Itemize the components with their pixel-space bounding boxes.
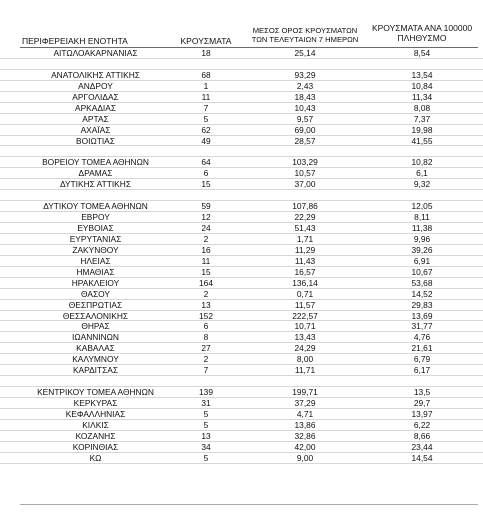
table-row bbox=[0, 289, 483, 300]
table-row bbox=[0, 354, 483, 365]
average-cell: 136,14 bbox=[292, 277, 318, 288]
average-cell: 13,86 bbox=[294, 419, 316, 430]
region-cell: ΖΑΚΥΝΘΟΥ bbox=[72, 244, 119, 255]
region-cell: ΒΟΙΩΤΙΑΣ bbox=[76, 135, 115, 146]
per-100000-cell: 13,5 bbox=[413, 387, 431, 398]
average-cell: 10,71 bbox=[294, 321, 316, 332]
per-100000-cell: 7,37 bbox=[413, 113, 431, 124]
cases-cell: 11 bbox=[201, 91, 211, 102]
average-cell: 24,29 bbox=[294, 343, 316, 354]
region-cell: ΚΙΛΚΙΣ bbox=[82, 419, 109, 430]
per-100000-cell: 13,97 bbox=[411, 408, 433, 419]
per-100000-cell: 6,22 bbox=[413, 419, 431, 430]
region-cell: ΑΧΑΪΑΣ bbox=[80, 124, 111, 135]
table-header bbox=[0, 0, 483, 48]
average-cell: 18,43 bbox=[294, 91, 316, 102]
table-row bbox=[0, 201, 483, 212]
region-cell: ΑΙΤΩΛΟΑΚΑΡΝΑΝΙΑΣ bbox=[53, 48, 138, 58]
table-row bbox=[0, 234, 483, 245]
region-cell: ΕΥΡΥΤΑΝΙΑΣ bbox=[69, 233, 122, 244]
average-cell: 9,00 bbox=[296, 452, 314, 463]
cases-cell: 34 bbox=[201, 441, 211, 452]
per-100000-cell: 41,55 bbox=[411, 135, 433, 146]
average-cell: 13,43 bbox=[294, 332, 316, 343]
average-cell: 22,29 bbox=[294, 212, 316, 223]
region-cell: ΒΟΡΕΙΟΥ ΤΟΜΕΑ ΑΘΗΝΩΝ bbox=[42, 157, 149, 168]
per-100000-cell: 10,84 bbox=[411, 80, 433, 91]
table-row bbox=[0, 278, 483, 289]
cases-cell: 5 bbox=[203, 452, 209, 463]
region-cell: ΚΕΡΚΥΡΑΣ bbox=[73, 398, 118, 408]
region-cell: ΕΒΡΟΥ bbox=[81, 212, 110, 223]
table-row bbox=[0, 300, 483, 311]
per-100000-cell: 9,32 bbox=[413, 179, 431, 190]
cases-cell: 16 bbox=[201, 244, 211, 255]
per-100000-cell: 29,7 bbox=[413, 398, 431, 408]
per-100000-cell: 39,26 bbox=[411, 244, 433, 255]
per-100000-cell: 8,54 bbox=[413, 48, 431, 58]
table-row bbox=[0, 453, 483, 464]
average-cell: 42,00 bbox=[294, 441, 316, 452]
average-cell: 2,43 bbox=[296, 80, 314, 91]
per-100000-cell: 6,1 bbox=[416, 168, 428, 179]
region-cell: ΚΑΒΑΛΑΣ bbox=[76, 343, 115, 354]
table-row bbox=[0, 409, 483, 420]
table-row bbox=[0, 179, 483, 190]
region-cell: ΔΥΤΙΚΗΣ ΑΤΤΙΚΗΣ bbox=[59, 179, 131, 190]
region-cell: ΗΛΕΙΑΣ bbox=[80, 255, 111, 266]
header-avg-line2: ΤΩΝ ΤΕΛΕΥΤΑΙΩΝ 7 ΗΜΕΡΩΝ bbox=[251, 35, 359, 44]
cases-cell: 5 bbox=[203, 408, 209, 419]
per-100000-cell: 31,77 bbox=[411, 321, 433, 332]
region-cell: ΗΜΑΘΙΑΣ bbox=[76, 266, 115, 277]
cases-cell: 6 bbox=[203, 168, 209, 179]
table-row bbox=[0, 420, 483, 431]
average-cell: 10,57 bbox=[294, 168, 316, 179]
cases-cell: 8 bbox=[203, 332, 209, 343]
region-cell: ΑΝΑΤΟΛΙΚΗΣ ΑΤΤΙΚΗΣ bbox=[51, 69, 140, 80]
cases-cell: 13 bbox=[201, 299, 211, 310]
cases-cell: 68 bbox=[201, 69, 211, 80]
cases-cell: 62 bbox=[201, 124, 211, 135]
header-cases: ΚΡΟΥΣΜΑΤΑ bbox=[180, 36, 232, 46]
table-row bbox=[0, 70, 483, 81]
region-cell: ΘΗΡΑΣ bbox=[81, 321, 110, 332]
average-cell: 11,29 bbox=[294, 244, 316, 255]
average-cell: 9,57 bbox=[296, 113, 314, 124]
header-region: ΠΕΡΙΦΕΡΕΙΑΚΗ ΕΝΟΤΗΤΑ bbox=[22, 36, 128, 46]
table-row bbox=[0, 92, 483, 103]
table-row bbox=[0, 442, 483, 453]
region-cell: ΘΑΣΟΥ bbox=[81, 288, 110, 299]
per-100000-cell: 29,83 bbox=[411, 299, 433, 310]
table-row bbox=[0, 256, 483, 267]
cases-cell: 5 bbox=[203, 113, 209, 124]
average-cell: 4,71 bbox=[296, 408, 314, 419]
average-cell: 93,29 bbox=[294, 69, 316, 80]
average-cell: 11,57 bbox=[294, 299, 316, 310]
average-cell: 25,14 bbox=[294, 48, 316, 58]
cases-cell: 13 bbox=[201, 430, 211, 441]
per-100000-cell: 19,98 bbox=[411, 124, 433, 135]
cases-cell: 15 bbox=[201, 266, 211, 277]
average-cell: 0,71 bbox=[296, 288, 314, 299]
cases-cell: 11 bbox=[201, 255, 211, 266]
header-seven-day-average bbox=[248, 26, 362, 44]
cases-table-body bbox=[0, 48, 483, 464]
table-row bbox=[0, 103, 483, 114]
cases-cell: 5 bbox=[203, 419, 209, 430]
table-row bbox=[0, 398, 483, 409]
region-cell: ΚΟΡΙΝΘΙΑΣ bbox=[72, 441, 119, 452]
table-row bbox=[0, 431, 483, 442]
average-cell: 37,00 bbox=[294, 179, 316, 190]
table-row bbox=[0, 136, 483, 147]
cases-cell: 6 bbox=[203, 321, 209, 332]
average-cell: 8,00 bbox=[296, 354, 314, 365]
table-row bbox=[0, 267, 483, 278]
cases-cell: 164 bbox=[199, 277, 213, 288]
region-cell: ΑΡΤΑΣ bbox=[82, 113, 109, 124]
cases-cell: 24 bbox=[201, 223, 211, 233]
cases-cell: 152 bbox=[199, 310, 213, 321]
region-cell: ΔΡΑΜΑΣ bbox=[78, 168, 113, 179]
cases-cell: 2 bbox=[203, 233, 209, 244]
table-spacer-row bbox=[0, 146, 483, 157]
average-cell: 199,71 bbox=[292, 387, 318, 398]
per-100000-cell: 8,11 bbox=[414, 212, 430, 223]
region-cell: ΚΕΝΤΡΙΚΟΥ ΤΟΜΕΑ ΑΘΗΝΩΝ bbox=[37, 387, 154, 398]
average-cell: 11,71 bbox=[294, 365, 316, 376]
region-cell: ΑΡΚΑΔΙΑΣ bbox=[74, 102, 117, 113]
per-100000-cell: 6,17 bbox=[413, 365, 431, 376]
region-cell: ΙΩΑΝΝΙΝΩΝ bbox=[72, 332, 119, 343]
region-cell: ΚΑΡΔΙΤΣΑΣ bbox=[72, 365, 119, 376]
cases-cell: 49 bbox=[201, 135, 211, 146]
cases-cell: 59 bbox=[201, 201, 211, 212]
per-100000-cell: 13,54 bbox=[411, 69, 433, 80]
per-100000-cell: 6,79 bbox=[413, 354, 431, 365]
cases-cell: 27 bbox=[201, 343, 211, 354]
per-100000-cell: 8,66 bbox=[413, 430, 431, 441]
average-cell: 37,29 bbox=[294, 398, 316, 408]
table-row bbox=[0, 157, 483, 168]
header-cases-per-100000 bbox=[368, 23, 476, 43]
cases-cell: 18 bbox=[201, 48, 211, 58]
cases-cell: 31 bbox=[201, 398, 211, 408]
per-100000-cell: 6,91 bbox=[413, 255, 431, 266]
region-cell: ΗΡΑΚΛΕΙΟΥ bbox=[71, 277, 120, 288]
average-cell: 28,57 bbox=[294, 135, 316, 146]
per-100000-cell: 10,67 bbox=[411, 266, 433, 277]
average-cell: 222,57 bbox=[292, 310, 318, 321]
region-cell: ΑΡΓΟΛΙΔΑΣ bbox=[72, 91, 119, 102]
per-100000-cell: 4,76 bbox=[413, 332, 431, 343]
cases-cell: 1 bbox=[203, 80, 209, 91]
table-spacer-row bbox=[0, 376, 483, 387]
table-row bbox=[0, 245, 483, 256]
region-cell: ΚΩ bbox=[89, 452, 102, 463]
table-row bbox=[0, 125, 483, 136]
average-cell: 69,00 bbox=[294, 124, 316, 135]
table-row bbox=[0, 212, 483, 223]
region-cell: ΔΥΤΙΚΟΥ ΤΟΜΕΑ ΑΘΗΝΩΝ bbox=[43, 201, 148, 212]
table-row bbox=[0, 332, 483, 343]
header-per-line2: ΠΛΗΘΥΣΜΟ bbox=[397, 33, 447, 43]
cases-cell: 139 bbox=[199, 387, 213, 398]
cases-cell: 64 bbox=[201, 157, 211, 168]
region-cell: ΘΕΣΠΡΩΤΙΑΣ bbox=[68, 299, 123, 310]
header-per-line1: ΚΡΟΥΣΜΑΤΑ ΑΝΑ 100000 bbox=[371, 23, 473, 33]
average-cell: 32,86 bbox=[294, 430, 316, 441]
cases-cell: 12 bbox=[201, 212, 211, 223]
per-100000-cell: 12,05 bbox=[411, 201, 433, 212]
table-row bbox=[0, 343, 483, 354]
region-cell: ΕΥΒΟΙΑΣ bbox=[77, 223, 114, 233]
average-cell: 1,71 bbox=[296, 233, 314, 244]
per-100000-cell: 10,82 bbox=[411, 157, 433, 168]
cases-cell: 7 bbox=[203, 102, 209, 113]
per-100000-cell: 21,61 bbox=[411, 343, 433, 354]
table-row bbox=[0, 321, 483, 332]
table-row bbox=[0, 48, 483, 59]
average-cell: 10,43 bbox=[294, 102, 316, 113]
per-100000-cell: 11,38 bbox=[411, 223, 433, 233]
table-row bbox=[0, 223, 483, 234]
header-avg-line1: ΜΕΣΟΣ ΟΡΟΣ ΚΡΟΥΣΜΑΤΩΝ bbox=[252, 26, 358, 35]
cases-cell: 7 bbox=[203, 365, 209, 376]
cases-cell: 2 bbox=[203, 354, 209, 365]
table-row bbox=[0, 387, 483, 398]
per-100000-cell: 14,54 bbox=[411, 452, 433, 463]
per-100000-cell: 53,68 bbox=[411, 277, 433, 288]
average-cell: 103,29 bbox=[292, 157, 318, 168]
average-cell: 51,43 bbox=[294, 223, 316, 233]
per-100000-cell: 23,44 bbox=[411, 441, 433, 452]
table-spacer-row bbox=[0, 190, 483, 201]
per-100000-cell: 11,34 bbox=[411, 91, 433, 102]
table-bottom-border bbox=[20, 504, 478, 505]
region-cell: ΑΝΔΡΟΥ bbox=[78, 80, 113, 91]
region-cell: ΚΕΦΑΛΛΗΝΙΑΣ bbox=[65, 408, 126, 419]
per-100000-cell: 13,69 bbox=[411, 310, 433, 321]
cases-cell: 15 bbox=[201, 179, 211, 190]
region-cell: ΘΕΣΣΑΛΟΝΙΚΗΣ bbox=[62, 310, 129, 321]
table-row bbox=[0, 168, 483, 179]
average-cell: 107,86 bbox=[292, 201, 318, 212]
table-row bbox=[0, 365, 483, 376]
per-100000-cell: 9,96 bbox=[413, 233, 431, 244]
average-cell: 11,43 bbox=[294, 255, 316, 266]
cases-cell: 2 bbox=[203, 288, 209, 299]
table-row bbox=[0, 81, 483, 92]
region-cell: ΚΑΛΥΜΝΟΥ bbox=[72, 354, 119, 365]
table-row bbox=[0, 114, 483, 125]
per-100000-cell: 14,52 bbox=[411, 288, 433, 299]
region-cell: ΚΟΖΑΝΗΣ bbox=[75, 430, 116, 441]
average-cell: 16,57 bbox=[294, 266, 316, 277]
table-spacer-row bbox=[0, 59, 483, 70]
table-row bbox=[0, 311, 483, 322]
per-100000-cell: 8,08 bbox=[413, 102, 431, 113]
